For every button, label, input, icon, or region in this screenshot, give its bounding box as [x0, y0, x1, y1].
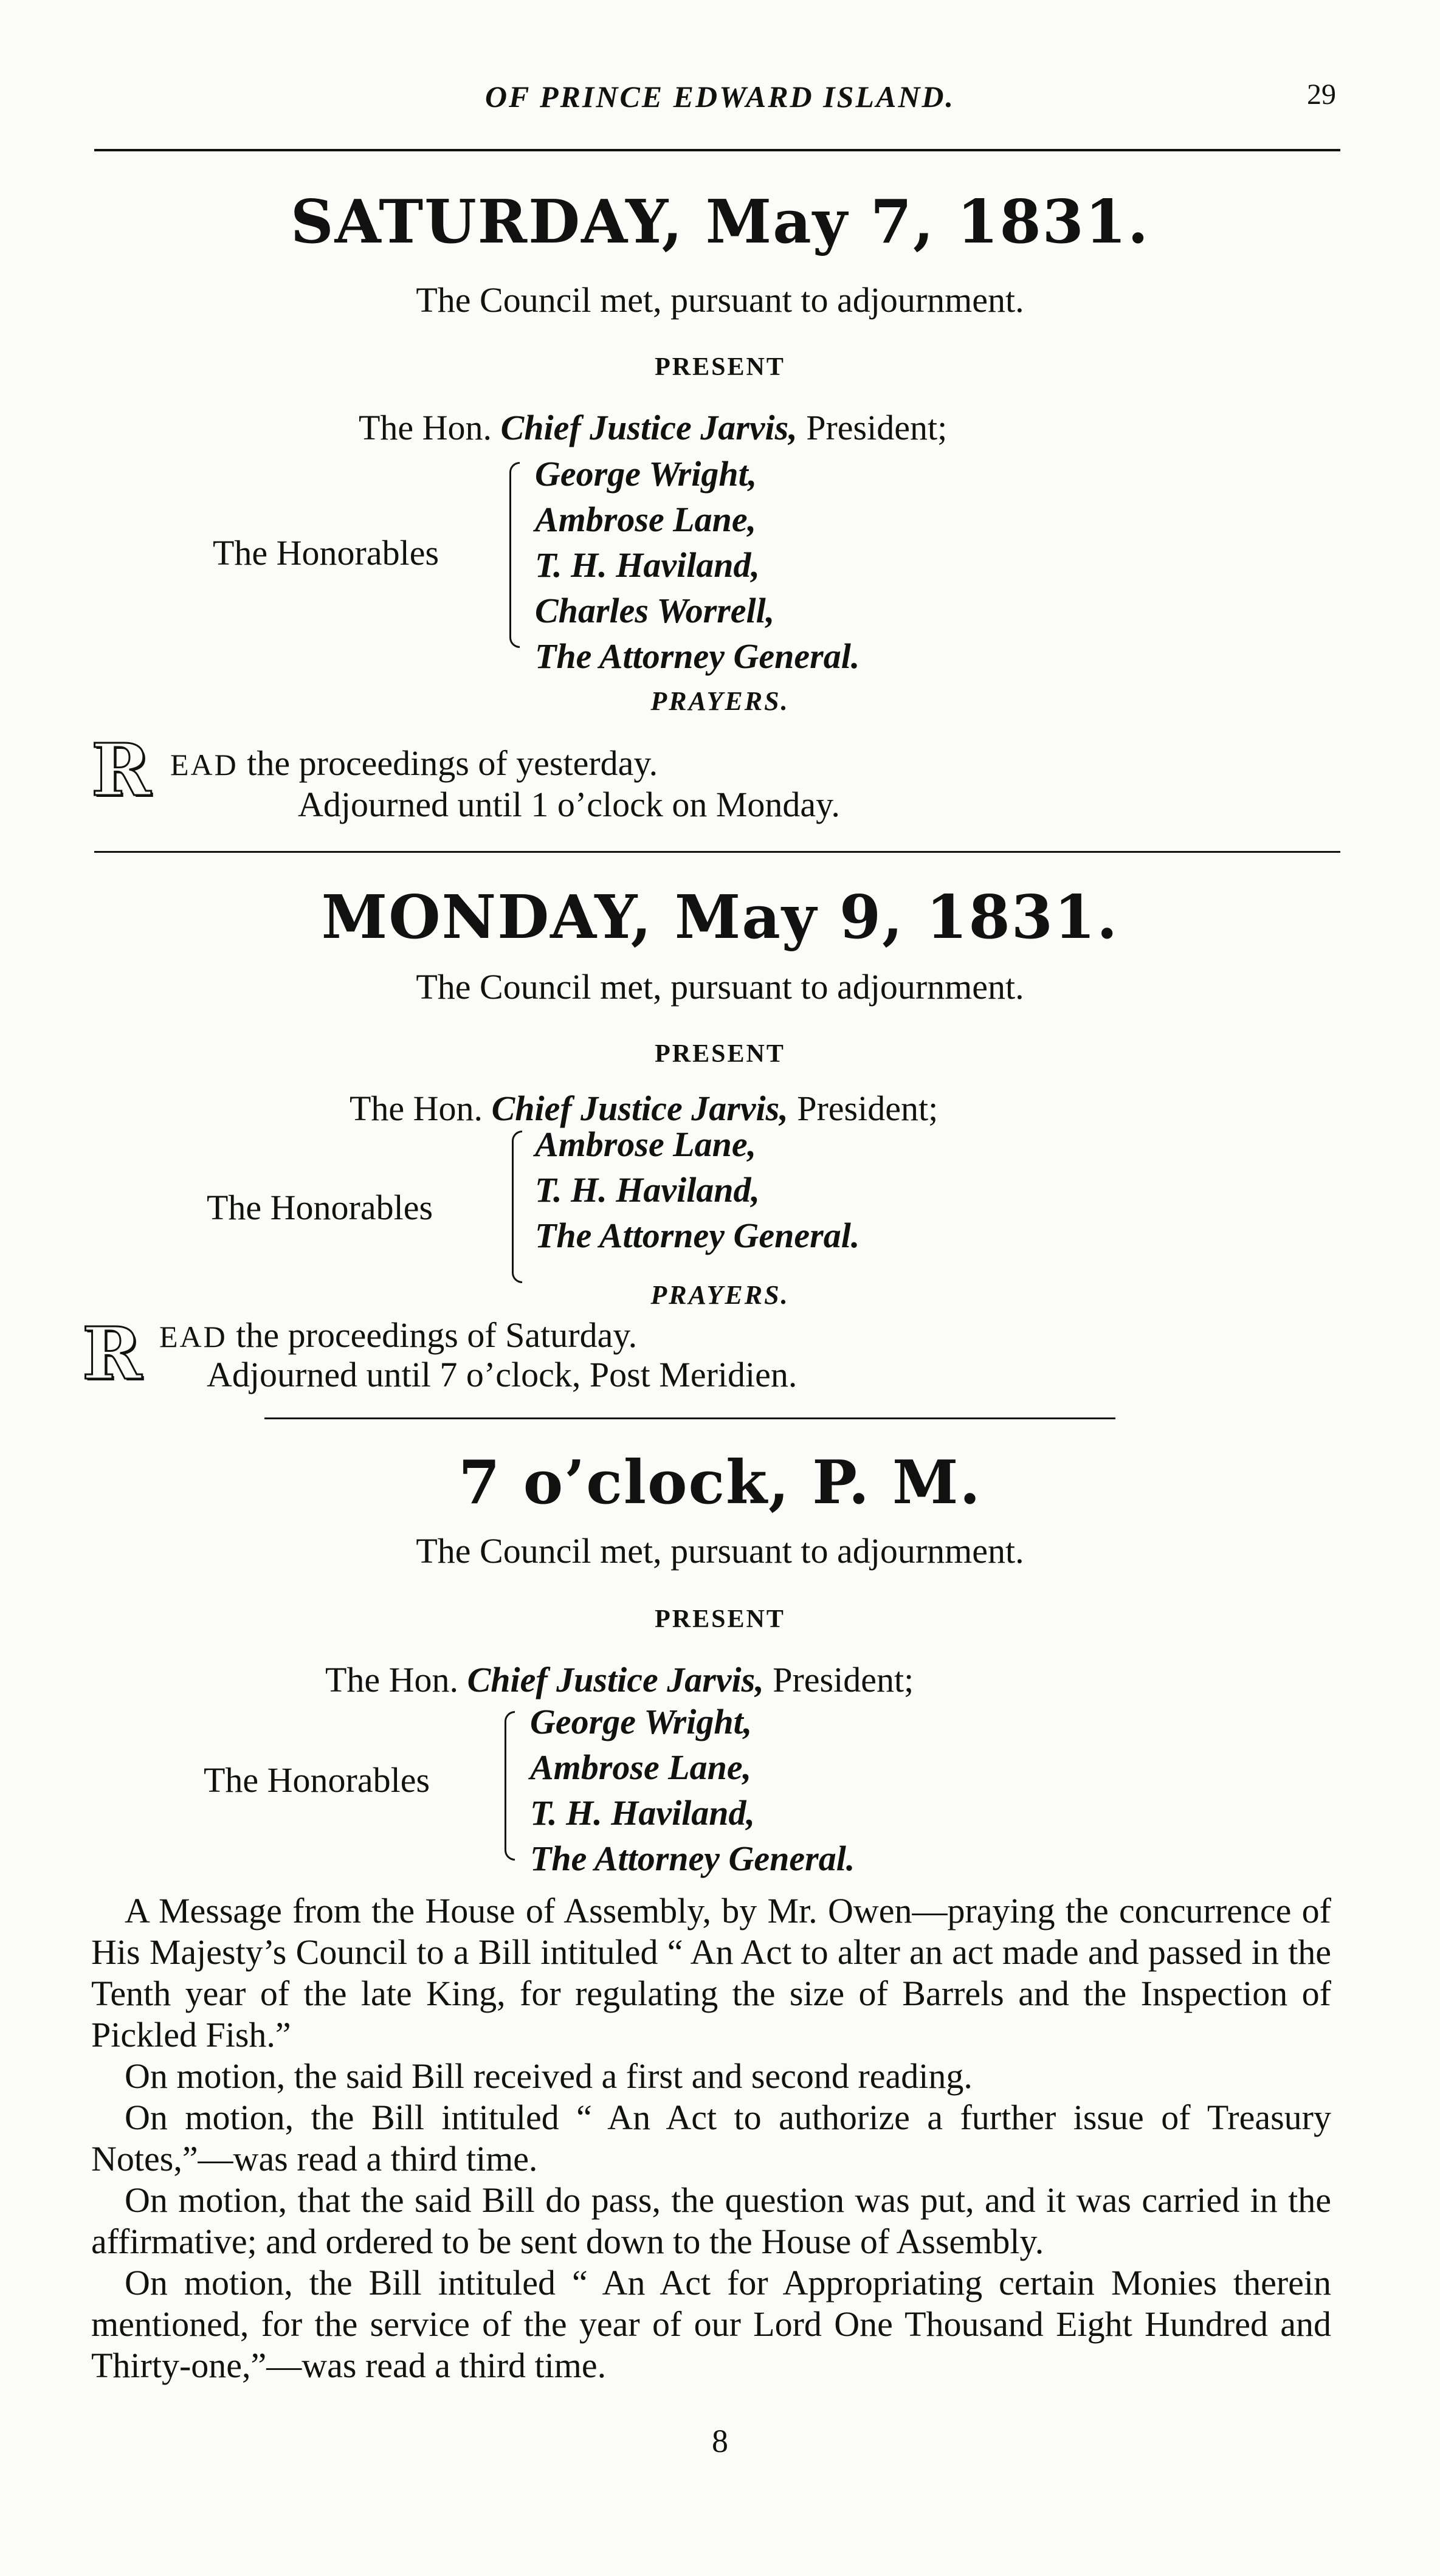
body-paragraph: On motion, the said Bill received a first and second reading.: [125, 2056, 973, 2096]
adjourn-line: Adjourned until 7 o’clock, Post Meridien.: [207, 1355, 798, 1394]
member-name: The Attorney General.: [535, 1216, 860, 1255]
members-brace: [505, 1711, 515, 1861]
section-rule: [264, 1417, 1115, 1419]
member-name: T. H. Haviland,: [535, 1170, 760, 1210]
hon-label: The Hon.: [359, 408, 492, 447]
president-title: President;: [806, 408, 948, 447]
members-list: [535, 1121, 860, 1258]
president-name: Chief Justice Jarvis,: [467, 1660, 764, 1700]
member-name: Ambrose Lane,: [535, 1124, 757, 1164]
member-name: T. H. Haviland,: [535, 545, 760, 585]
drop-cap: R: [91, 728, 151, 812]
honorables-label: The Honorables: [207, 1188, 433, 1227]
page-number: 29: [1307, 78, 1336, 111]
present-label: PRESENT: [655, 1605, 785, 1633]
members-list: [535, 451, 860, 679]
section-heading-evening: 7 o’clock, P. M.: [458, 1448, 982, 1518]
member-name: T. H. Haviland,: [530, 1793, 756, 1833]
member-name: George Wright,: [535, 454, 757, 494]
president-name: Chief Justice Jarvis,: [491, 1089, 788, 1128]
prayers-heading: PRAYERS.: [650, 1280, 790, 1310]
body-paragraph: On motion, that the said Bill do pass, the question was put, and it was carried in the affirmative; and ordered to be sent down to the House of Assembly.: [91, 2180, 1331, 2261]
members-brace: [509, 462, 520, 648]
members-list: [530, 1699, 855, 1881]
body-paragraph: A Message from the House of Assembly, by Mr. Owen—praying the concurrence of His Majesty’s Council to a Bill intituled “ An Act to alter an act made and passed in the Tenth year of the late King, for regulating the size of Barrels and the Inspection of Pickled Fish.”: [91, 1891, 1331, 2054]
prayers-heading: PRAYERS.: [650, 686, 790, 716]
read-text: the proceedings of Saturday.: [227, 1315, 638, 1355]
president-title: President;: [773, 1660, 914, 1700]
hon-label: The Hon.: [350, 1089, 483, 1128]
body-paragraph: On motion, the Bill intituled “ An Act to authorize a further issue of Treasury Notes,”—was read a third time.: [91, 2098, 1331, 2178]
honorables-label: The Honorables: [213, 533, 439, 573]
president-line: [359, 407, 947, 448]
read-line: [159, 1315, 637, 1355]
member-name: The Attorney General.: [535, 636, 860, 676]
read-word-rest: EAD: [159, 1320, 227, 1354]
section-heading-saturday: SATURDAY, May 7, 1831.: [290, 187, 1150, 257]
drop-cap: R: [82, 1311, 142, 1396]
body-paragraph: On motion, the Bill intituled “ An Act for Appropriating certain Monies therein mentioned, for the service of the year of our Lord One Thousand Eight Hundred and Thirty-one,”—was read a third time.: [91, 2263, 1331, 2385]
members-brace: [512, 1131, 522, 1283]
honorables-label: The Honorables: [204, 1760, 430, 1800]
present-label: PRESENT: [655, 353, 785, 381]
read-word-rest: EAD: [170, 748, 238, 782]
member-name: The Attorney General.: [530, 1839, 855, 1878]
member-name: Ambrose Lane,: [535, 500, 757, 539]
member-name: Charles Worrell,: [535, 591, 775, 630]
adjourn-line: Adjourned until 1 o’clock on Monday.: [298, 785, 840, 824]
section-heading-monday: MONDAY, May 9, 1831.: [321, 883, 1119, 952]
signature-mark: 8: [712, 2423, 728, 2459]
council-met-line: The Council met, pursuant to adjournment.: [416, 280, 1024, 320]
running-title: OF PRINCE EDWARD ISLAND.: [484, 80, 956, 114]
read-line: [170, 743, 658, 783]
minutes-body: [91, 1890, 1331, 2386]
council-met-line: The Council met, pursuant to adjournment.: [416, 1531, 1024, 1571]
member-name: George Wright,: [530, 1702, 753, 1741]
president-line: [325, 1659, 914, 1700]
council-met-line: The Council met, pursuant to adjournment.: [416, 967, 1024, 1007]
member-name: Ambrose Lane,: [530, 1748, 752, 1787]
president-title: President;: [797, 1089, 939, 1128]
header-rule: [94, 149, 1340, 151]
president-name: Chief Justice Jarvis,: [500, 408, 798, 447]
present-label: PRESENT: [655, 1040, 785, 1068]
hon-label: The Hon.: [325, 1660, 459, 1700]
section-rule: [94, 851, 1340, 853]
read-text: the proceedings of yesterday.: [238, 743, 658, 783]
